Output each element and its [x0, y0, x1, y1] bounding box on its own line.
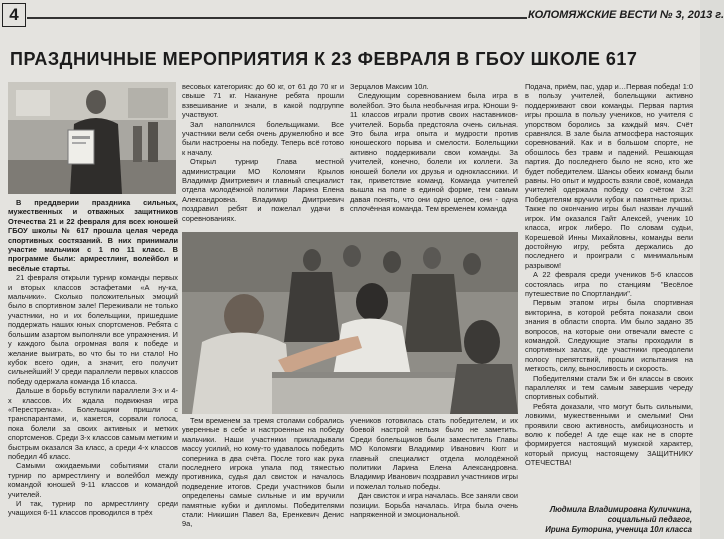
article-lead: В преддверии праздника сильных, мужественных и отважных защитников Отечества 21 и 22 февраля для всех юношей ГБОУ школы № 617 прошла целая череда спортивных состязаний. В них принимали участие мальчики с 1 по 11 класс. В программе были: армрестлинг, волейбол и весёлые старты.: [8, 198, 178, 273]
page-number: 4: [2, 3, 26, 27]
signature-line-3: Ирина Буторина, ученица 10л класса: [545, 525, 692, 534]
col2-paragraph-3: Открыл турнир Глава местной администрации МО Коломяги Крылов Владимир Дмитриевич и главный специалист отдела молодёжной политики Ларина Елена Александровна. Владимир Дмитриевич поздравил ребят и пожелал удачи в соревнованиях.: [182, 157, 344, 223]
signature-line-1: Людмила Владимировна Куличкина,: [549, 505, 692, 514]
col3-bottom-paragraph-2: Дан свисток и игра началась. Все заняли свои позиции. Борьба началась. Игра была очень напряженной и эмоциональной.: [350, 491, 518, 520]
signature-line-2: социальный педагог,: [607, 515, 692, 524]
photo-armwrestling: [182, 232, 518, 414]
col3-paragraph-1: Следующим соревнованием была игра в волейбол. Это была необычная игра. Юноши 9-11 классов играли против своих наставников-учителей. Борьба предстояла очень сильная. Это была игра опыта и мудрости против юношеского порыва и смелости. Болельщики активно поддерживали свои команды. За учителей, конечно, болели их коллеги. За юношей болели их друзья и одноклассники. И так, приветствие команд. Команда учителей вышла на поле в единой форме, тем самым давая понять, что они одно целое, они - одна сплочённая команда. Тем временем команда: [350, 91, 518, 214]
col2-paragraph-1: весовых категориях: до 60 кг, от 61 до 70 кг и свыше 71 кг. Накануне ребята прошли взвешивание и знали, в какой подгруппе участвуют.: [182, 82, 344, 120]
article-column-3-bottom: [350, 416, 518, 539]
article-column-3-top: [350, 82, 518, 230]
col3-bottom-paragraph-1: учеников готовилась стать победителем, и их боевой настрой нельзя было не заметить. Среди болельщиков были заместитель Главы МО Коломяги Владимир Иванович Кюгг и главный специалист отдела молодёжной политики Ларина Елена Александровна. Владимир Иванович поздравил участников игры и пожелал только победы.: [350, 416, 518, 491]
col4-paragraph-5: Ребята доказали, что могут быть сильными, ловкими, мужественными и смелыми! Они проявили свою активность, амбициозность и волю к победе! А где еще как не в спорте формируется настоящий мужской характер, который присущ настоящему ЗАЩИТНИКУ ОТЕЧЕСТВА!: [525, 401, 693, 468]
article-column-2-bottom: [182, 416, 344, 539]
col4-paragraph-4: Победителями стали 5ж и 6н классы в своих параллелях и тем самым завершив череду спортивных событий.: [525, 373, 693, 402]
author-signature: [520, 505, 692, 535]
col4-paragraph-3: Первым этапом игры была спортивная викторина, в которой ребята показали свои знания в области спорта. Им было задано 35 вопросов, на которые они отвечали вместе с командой. Следующие этапы проходили в спортивных залах, где участники преодолели полосу препятствий, прошли испытания на меткость, силу, выносливость и скорость.: [525, 298, 693, 374]
article-headline: ПРАЗДНИЧНЫЕ МЕРОПРИЯТИЯ К 23 ФЕВРАЛЯ В ГБОУ ШКОЛЕ 617: [10, 49, 638, 69]
col4-paragraph-2: А 22 февраля среди учеников 5-6 классов состоялась игра по станциям "Весёлое путешествие по Спортландии".: [525, 270, 693, 298]
article-column-4: [525, 82, 693, 500]
photo-boy-with-diploma: [8, 82, 176, 194]
col1-paragraph-1: 21 февраля открыли турнир команды первых и вторых классов эстафетами «А ну-ка, мальчики». Сколько положительных эмоций было в спортивном зале! Переживали не только участники, но и их болельщики, пришедшие поддержать наших юных спортсменов. Ребята с большим азартом выполняли все упражнения. И у каждого была огромная воля к победе и желание выиграть, во что бы то ни стало! Но кубок всего один, а значит, его получит сильнейший! У среди параллели первых классов победу одержала команда 1б класса.: [8, 273, 178, 386]
col2-paragraph-2: Зал наполнился болельщиками. Все участники вели себя очень дружелюбно и все были настроены на победу. Теперь всё готово к началу.: [182, 119, 344, 157]
col1-paragraph-2: Дальше в борьбу вступили параллели 3-х и 4-х классов. Их ждала подвижная игра «Перестрелка». Болельщики пришли с транспарантами, и, кажется, сорвали голоса, пока болели за своих активных и метких спортсменов. Среди 3-х классов самым метким и быстрым оказался 3а класс, а среди 4-х классов победил 4б класс.: [8, 386, 178, 461]
col3-paragraph-0: Зерцалов Максим 10л.: [350, 82, 429, 91]
running-header: КОЛОМЯЖСКИЕ ВЕСТИ № 3, 2013 г.: [528, 9, 724, 21]
col1-paragraph-3: Самыми ожидаемыми событиями стали турнир по армрестлингу и волейбол между командой юношей 9-11 классов и командой учителей.: [8, 461, 178, 499]
col2-bottom-paragraph-1: Тем временем за тремя столами собрались уверенные в себе и настроенные на победу мальчики. Наши участники прикладывали массу усилий, но кому-то удавалось победить соперника в два счёта. После того как рука последнего игрока упала под тяжестью противника, судья дал свисток и началось подведение итогов. Среди участников были определены самые сильные и им вручили памятные кубки и дипломы. Победителями стали: Никишин Павел 8а, Еренкевич Денис 9а,: [182, 416, 344, 529]
col1-paragraph-4: И так, турнир по армрестлингу среди учащихся 6-11 классов проводился в трёх: [8, 499, 178, 518]
article-column-1: [8, 198, 178, 538]
article-column-2-top: [182, 82, 344, 230]
photo-boy-with-diploma-image: [8, 82, 176, 194]
photo-armwrestling-image: [182, 232, 518, 414]
header-rule: [27, 17, 527, 19]
col4-paragraph-1: Подача, приём, пас, удар и…Первая победа! 1:0 в пользу учителей, болельщики активно поддерживают свои команды. Первая партия игры прошла в пользу учеников, но учителя с упорством боролись за каждый мяч. Счёт сравнялся. В зале была атмосфера настоящих соревнований. Как и в большом спорте, не обошлось без травм и падений. Решающая партия. До последнего было не ясно, кто же будет победителем. Шансы обеих команд были равны. Но опыт и мудрость взяли своё, команда учителей одержала победу со счётом 3:2! Победителям вручили кубок и памятные призы. Также по окончанию игры был назван лучший игрок. Им оказался Гайт Алексей, ученик 10 класса, игрок либеро. По словам судьи, Корешевой Инны Михайловны, команды вели достойную игру, ребята держались до последнего и проиграли с минимальным разрывом!: [525, 82, 693, 270]
